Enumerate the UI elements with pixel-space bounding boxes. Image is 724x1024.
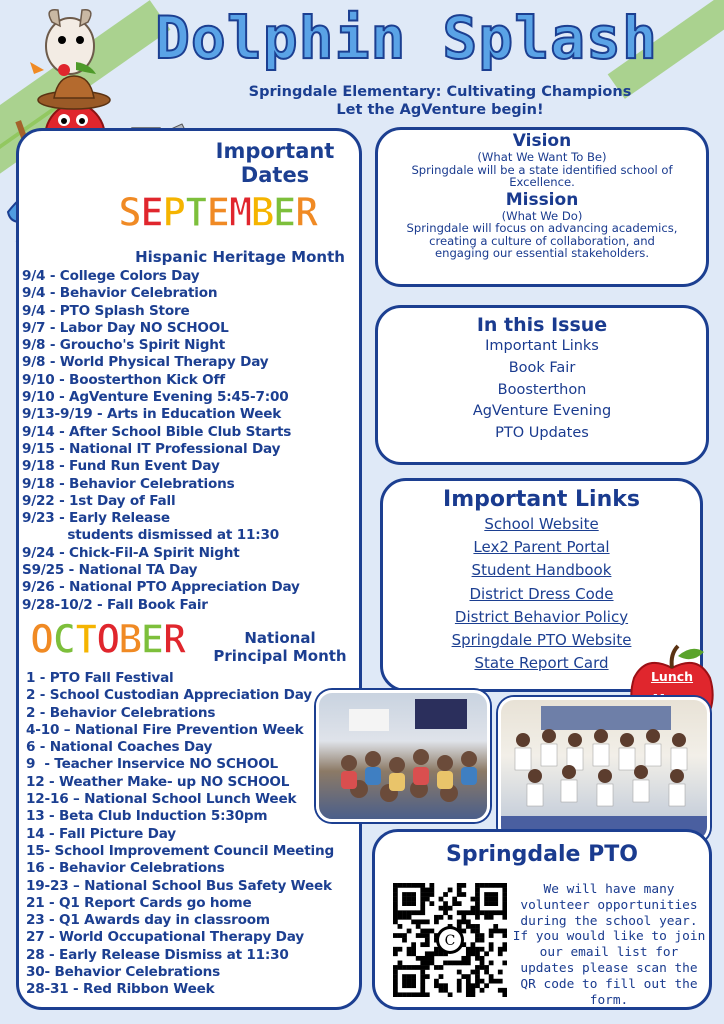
event-item: 9/18 - Fund Run Event Day xyxy=(22,458,220,475)
event-item: 9/28-10/2 - Fall Book Fair xyxy=(22,596,208,613)
event-item: 9 - Teacher Inservice NO SCHOOL xyxy=(26,756,279,773)
event-item: 21 - Q1 Report Cards go home xyxy=(26,894,252,911)
event-item: 6 - National Coaches Day xyxy=(26,739,213,756)
link-parent-portal[interactable]: Lex2 Parent Portal xyxy=(473,538,610,557)
issue-item: Book Fair xyxy=(508,359,576,376)
mission-subtitle: (What We Do) xyxy=(501,208,583,223)
event-item: 9/15 - National IT Professional Day xyxy=(22,440,281,457)
in-this-issue-panel xyxy=(375,305,709,465)
october-note: National Principal Month xyxy=(213,629,347,665)
event-item: 9/13-9/19 - Arts in Education Week xyxy=(22,406,282,423)
event-item: 28 - Early Release Dismiss at 11:30 xyxy=(26,946,289,963)
event-item: 9/14 - After School Bible Club Starts xyxy=(22,423,292,440)
event-item: 2 - School Custodian Appreciation Day xyxy=(26,687,312,704)
event-item: 12-16 – National School Lunch Week xyxy=(26,791,297,808)
link-student-handbook[interactable]: Student Handbook xyxy=(471,561,612,580)
september-events xyxy=(22,268,300,614)
september-note: Hispanic Heritage Month xyxy=(135,248,345,266)
issue-item: PTO Updates xyxy=(495,425,589,442)
event-item: 15- School Improvement Council Meeting xyxy=(26,842,334,859)
qr-center-logo: C xyxy=(444,933,456,949)
link-dress-code[interactable]: District Dress Code xyxy=(469,584,614,603)
event-item: 2 - Behavior Celebrations xyxy=(26,704,216,721)
event-item: 16 - Behavior Celebrations xyxy=(26,860,225,877)
event-item: 9/4 - PTO Splash Store xyxy=(22,302,190,319)
event-item: 13 - Beta Club Induction 5:30pm xyxy=(26,808,268,825)
vision-text: Springdale will be a state identified school of Excellence. xyxy=(411,162,673,189)
event-item: 30- Behavior Celebrations xyxy=(26,964,220,981)
newsletter-subtitle: Springdale Elementary: Cultivating Champions Let the AgVenture begin! xyxy=(248,84,632,118)
event-item: 4-10 – National Fire Prevention Week xyxy=(26,721,304,738)
event-item: 9/10 - Boosterthon Kick Off xyxy=(22,371,225,388)
event-item: 19-23 – National School Bus Safety Week xyxy=(26,877,332,894)
issue-item: AgVenture Evening xyxy=(472,403,612,420)
important-links-heading: Important Links xyxy=(443,487,640,512)
important-dates-heading: Important Dates xyxy=(215,139,335,187)
newsletter-title: Dolphin Splash xyxy=(155,4,658,72)
event-item: 27 - World Occupational Therapy Day xyxy=(26,929,304,946)
event-item: 9/26 - National PTO Appreciation Day xyxy=(22,579,300,596)
pto-heading: Springdale PTO xyxy=(446,842,638,867)
event-item: 9/23 - Early Release xyxy=(22,510,170,527)
lunch-menu-link[interactable]: Lunch xyxy=(650,669,694,684)
event-item: S9/25 - National TA Day xyxy=(22,562,198,579)
october-events xyxy=(26,670,334,999)
mission-text: Springdale will focus on advancing academics, creating a culture of collaboration, and engaging our essential stakeholders. xyxy=(406,221,678,260)
link-school-website[interactable]: School Website xyxy=(484,515,599,533)
event-item: 9/24 - Chick-Fil-A Spirit Night xyxy=(22,544,240,561)
event-item: 9/8 - World Physical Therapy Day xyxy=(22,354,269,371)
event-item: 9/8 - Groucho's Spirit Night xyxy=(22,337,226,354)
mission-title: Mission xyxy=(505,189,579,210)
qr-code[interactable] xyxy=(393,883,507,997)
classroom-photo-1 xyxy=(316,690,490,822)
event-item: 28-31 - Red Ribbon Week xyxy=(26,981,215,998)
link-behavior-policy[interactable]: District Behavior Policy xyxy=(454,607,629,626)
issue-item: Boosterthon xyxy=(497,381,587,398)
event-item: 9/7 - Labor Day NO SCHOOL xyxy=(22,319,229,336)
october-banner: OCTOBER xyxy=(30,617,185,663)
event-item: 14 - Fall Picture Day xyxy=(26,825,176,842)
event-item: 1 - PTO Fall Festival xyxy=(26,670,174,686)
vision-mission-panel xyxy=(375,127,709,287)
link-state-report-card[interactable]: State Report Card xyxy=(474,654,609,673)
vision-title: Vision xyxy=(512,131,572,151)
link-pto-website[interactable]: Springdale PTO Website xyxy=(451,631,632,650)
event-item: 9/4 - College Colors Day xyxy=(22,268,200,284)
event-item: 9/10 - AgVenture Evening 5:45-7:00 xyxy=(22,389,289,406)
event-item: students dismissed at 11:30 xyxy=(22,527,279,544)
pto-text: We will have many volunteer opportunities during the school year. If you would like to join our email list for updates please scan the QR code to fill out the form. xyxy=(512,882,706,1008)
event-item: 23 - Q1 Awards day in classroom xyxy=(26,912,270,929)
pto-panel xyxy=(372,829,712,1010)
event-item: 9/4 - Behavior Celebration xyxy=(22,285,218,302)
event-item: 12 - Weather Make- up NO SCHOOL xyxy=(26,773,290,790)
classroom-photo-2 xyxy=(498,697,710,843)
event-item: 9/18 - Behavior Celebrations xyxy=(22,475,235,492)
issue-item: Important Links xyxy=(485,338,599,354)
event-item: 9/22 - 1st Day of Fall xyxy=(22,492,176,509)
in-this-issue-heading: In this Issue xyxy=(476,314,608,336)
vision-subtitle: (What We Want To Be) xyxy=(477,150,607,164)
september-banner: SEPTEMBER xyxy=(118,190,317,236)
